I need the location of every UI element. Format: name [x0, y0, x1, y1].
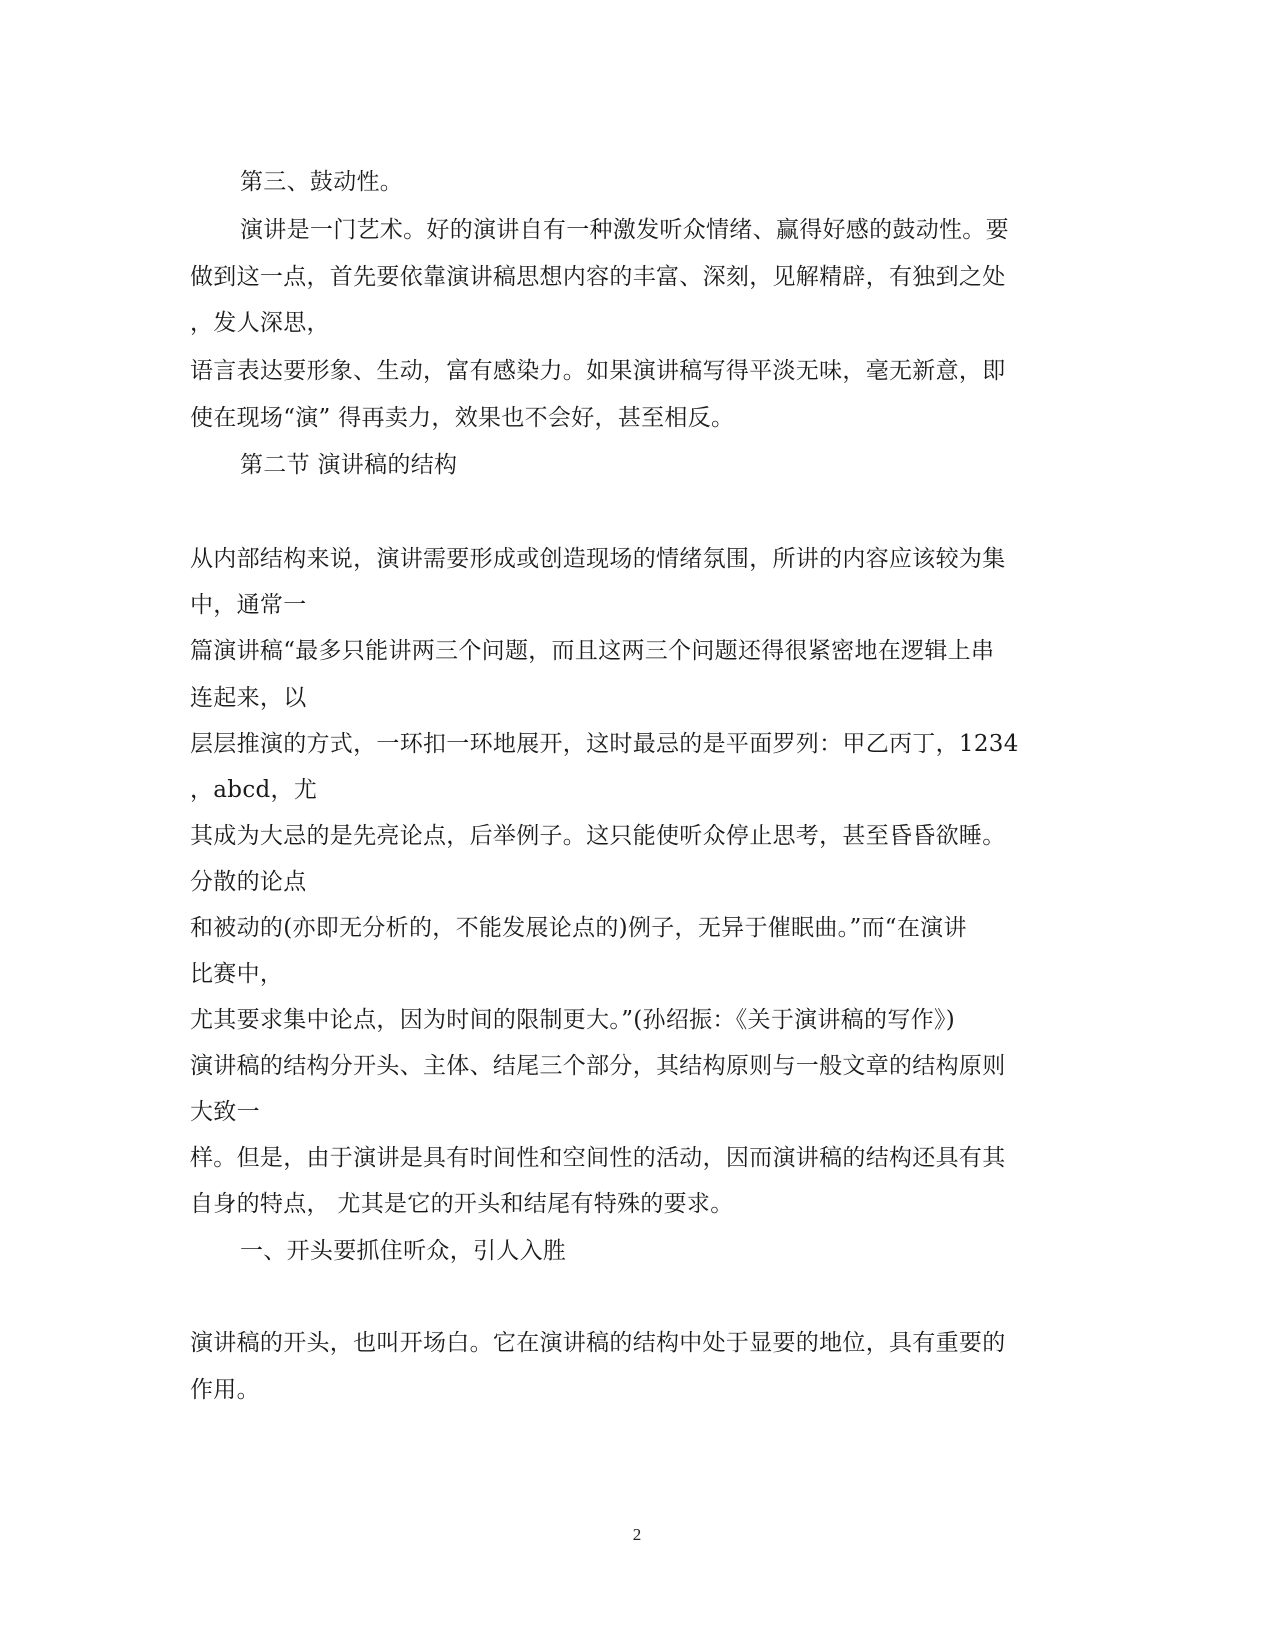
paragraph-line: 从内部结构来说，演讲需要形成或创造现场的情绪氛围，所讲的内容应该较为集	[190, 546, 1006, 572]
paragraph-line: 篇演讲稿“最多只能讲两三个问题，而且这两三个问题还得很紧密地在逻辑上串	[190, 638, 995, 664]
paragraph-line: 其成为大忌的是先亮论点，后举例子。这只能使听众停止思考，甚至昏昏欲睡。	[190, 823, 1006, 849]
paragraph-line: 样。但是，由于演讲是具有时间性和空间性的活动，因而演讲稿的结构还具有其	[190, 1145, 1006, 1171]
paragraph-line: 中，通常一	[190, 592, 307, 618]
paragraph-line: 使在现场“演” 得再卖力，效果也不会好，甚至相反。	[190, 405, 735, 431]
paragraph-line: 自身的特点， 尤其是它的开头和结尾有特殊的要求。	[190, 1191, 734, 1217]
paragraph-line: 连起来，以	[190, 685, 307, 711]
paragraph-line: 演讲稿的结构分开头、主体、结尾三个部分，其结构原则与一般文章的结构原则	[190, 1053, 1006, 1079]
paragraph-line: 演讲是一门艺术。好的演讲自有一种激发听众情绪、赢得好感的鼓动性。要	[240, 217, 1009, 243]
paragraph-line: 分散的论点	[190, 869, 307, 895]
paragraph-line: 大致一	[190, 1099, 260, 1125]
subsection-heading: 一、开头要抓住听众，引人入胜	[240, 1238, 567, 1264]
paragraph-line: ，发人深思，	[190, 310, 330, 336]
paragraph-line: ，abcd，尤	[190, 777, 318, 803]
section-heading-3: 第三、鼓动性。	[240, 169, 404, 195]
section-heading-2: 第二节 演讲稿的结构	[240, 452, 458, 478]
paragraph-line: 比赛中，	[190, 961, 284, 987]
paragraph-line: 作用。	[190, 1377, 260, 1403]
paragraph-line: 语言表达要形象、生动，富有感染力。如果演讲稿写得平淡无味，毫无新意，即	[190, 358, 1006, 384]
paragraph-line: 尤其要求集中论点，因为时间的限制更大。”(孙绍振：《关于演讲稿的写作》)	[190, 1007, 956, 1033]
paragraph-line: 和被动的(亦即无分析的，不能发展论点的)例子，无异于催眠曲。”而“在演讲	[190, 915, 967, 941]
paragraph-line: 做到这一点，首先要依靠演讲稿思想内容的丰富、深刻，见解精辟，有独到之处	[190, 264, 1006, 290]
paragraph-line: 层层推演的方式，一环扣一环地展开，这时最忌的是平面罗列：甲乙丙丁，1234	[190, 731, 1019, 757]
paragraph-line: 演讲稿的开头，也叫开场白。它在演讲稿的结构中处于显要的地位，具有重要的	[190, 1330, 1006, 1356]
page-number: 2	[632, 1525, 642, 1544]
